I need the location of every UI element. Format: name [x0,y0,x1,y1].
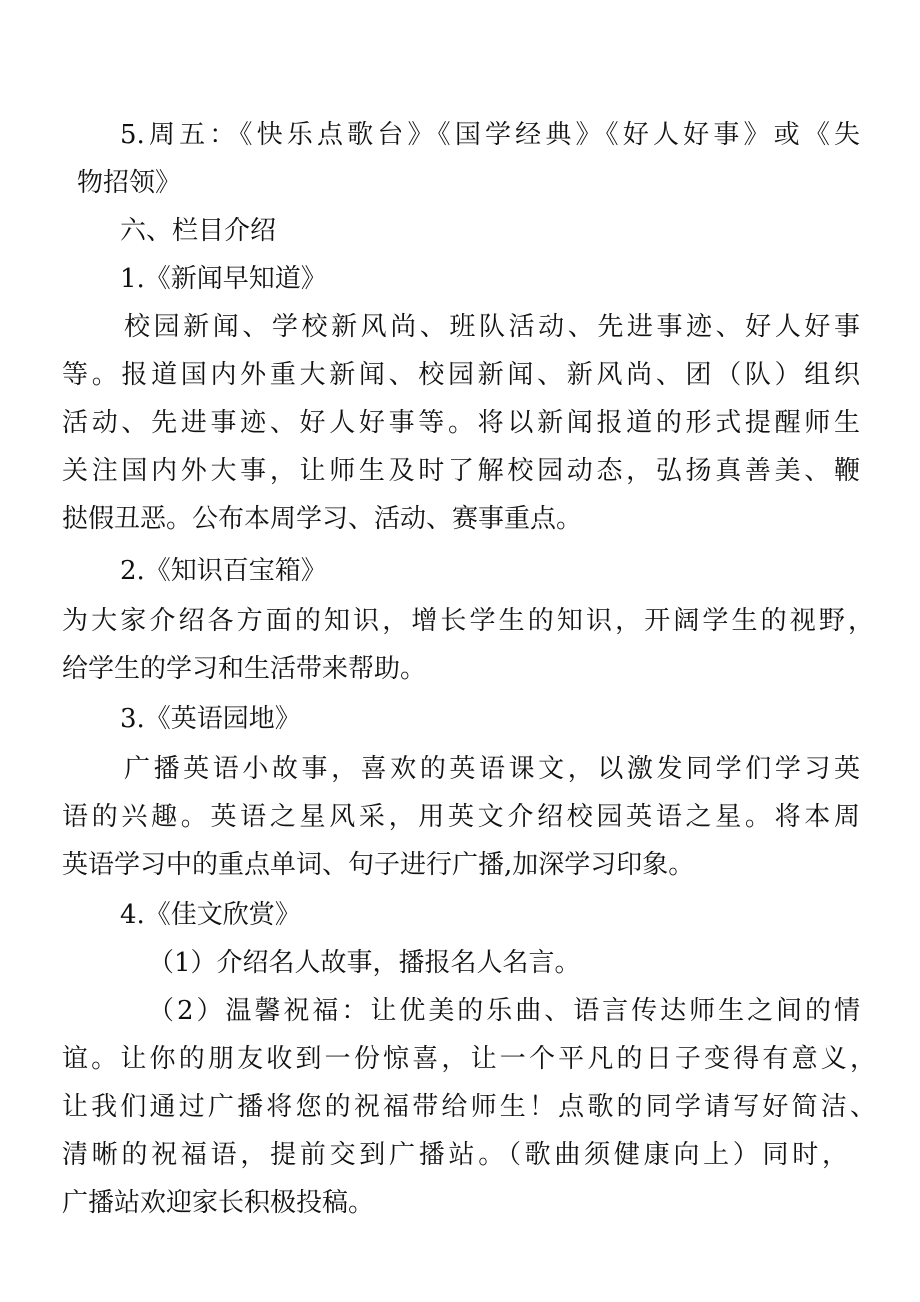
news-paragraph-line: 挞假丑恶。公布本周学习、活动、赛事重点。 [62,504,583,534]
essay-subitem-2: （2）温馨祝福：让优美的乐曲、语言传达师生之间的情 [148,996,860,1026]
news-paragraph-line: 等。报道国内外重大新闻、校园新闻、新风尚、团（队）组织 [62,360,860,390]
item-heading-english: 3.《英语园地》 [120,704,301,734]
essay-paragraph-line: 广播站欢迎家长积极投稿。 [62,1188,375,1218]
knowledge-paragraph-line: 为大家介绍各方面的知识，增长学生的知识，开阔学生的视野， [62,606,874,636]
schedule-friday-line: 5.周五：《快乐点歌台》《国学经典》《好人好事》或《失 [120,120,860,150]
english-paragraph-line: 语的兴趣。英语之星风采，用英文介绍校园英语之星。将本周 [62,802,860,832]
knowledge-paragraph-line: 给学生的学习和生活带来帮助。 [62,654,427,684]
item-heading-knowledge: 2.《知识百宝箱》 [120,556,327,586]
schedule-friday-continuation: 物招领》 [77,168,182,198]
essay-paragraph-line: 谊。让你的朋友收到一份惊喜，让一个平凡的日子变得有意义， [62,1044,876,1074]
item-heading-essay: 4.《佳文欣赏》 [120,900,301,930]
news-paragraph-line: 校园新闻、学校新风尚、班队活动、先进事迹、好人好事 [124,312,860,342]
essay-subitem-1: （1）介绍名人故事，播报名人名言。 [148,948,581,978]
news-paragraph-line: 关注国内外大事，让师生及时了解校园动态，弘扬真善美、鞭 [62,456,860,486]
item-heading-news: 1.《新闻早知道》 [120,264,327,294]
essay-paragraph-line: 清晰的祝福语，提前交到广播站。（歌曲须健康向上）同时， [62,1140,848,1170]
section-heading-column-intro: 六、栏目介绍 [120,216,277,246]
english-paragraph-line: 英语学习中的重点单词、句子进行广播,加深学习印象。 [62,850,695,880]
news-paragraph-line: 活动、先进事迹、好人好事等。将以新闻报道的形式提醒师生 [62,408,860,438]
essay-paragraph-line: 让我们通过广播将您的祝福带给师生！点歌的同学请写好简洁、 [62,1092,876,1122]
english-paragraph-line: 广播英语小故事，喜欢的英语课文，以激发同学们学习英 [124,754,860,784]
